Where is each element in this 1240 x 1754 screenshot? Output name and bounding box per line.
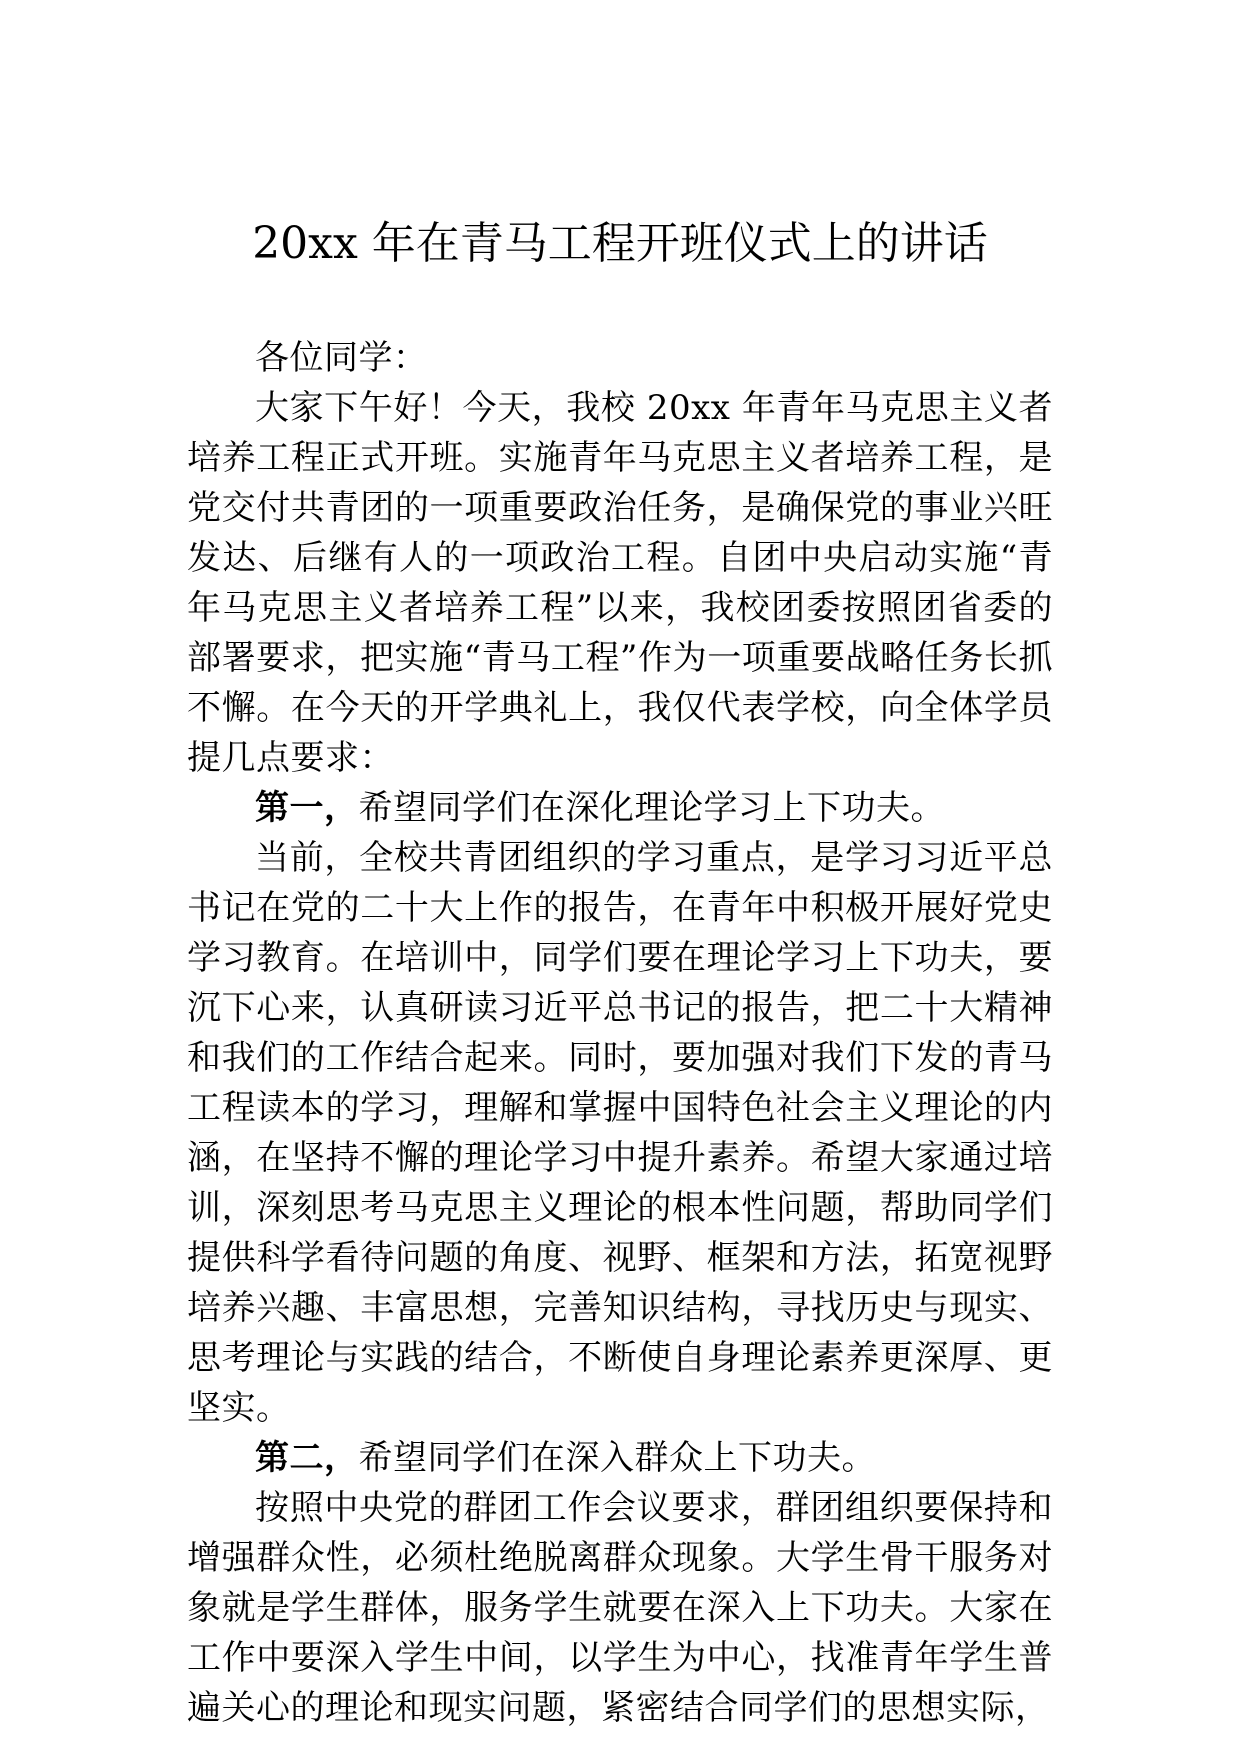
point-one-lead: 第一， <box>255 788 359 828</box>
document-title: 20xx 年在青马工程开班仪式上的讲话 <box>252 218 988 269</box>
paragraph-point-two-body: 按照中央党的群团工作会议要求，群团组织要保持和增强群众性，必须杜绝脱离群众现象。大学生骨干服务对象就是学生群体，服务学生就要在深入上下功夫。大家在工作中要深入学生中间，以学生为中心，找准青年学生普遍关心的理论和现实问题，紧密结合同学们的思想实际， <box>187 1488 1053 1728</box>
paragraph-point-two-heading <box>187 1433 1053 1483</box>
point-one-text: 希望同学们在深化理论学习上下功夫。 <box>358 788 945 828</box>
point-two-text: 希望同学们在深入群众上下功夫。 <box>358 1438 876 1478</box>
paragraph-intro: 大家下午好！今天，我校 20xx 年青年马克思主义者培养工程正式开班。实施青年马克思主义者培养工程，是党交付共青团的一项重要政治任务，是确保党的事业兴旺发达、后继有人的一项政治工程。自团中央启动实施“青年马克思主义者培养工程”以来，我校团委按照团省委的部署要求，把实施“青马工程”作为一项重要战略任务长抓不懈。在今天的开学典礼上，我仅代表学校，向全体学员提几点要求： <box>187 388 1053 778</box>
salutation: 各位同学： <box>255 338 428 378</box>
document-body <box>187 333 1053 1733</box>
paragraph-point-one-body: 当前，全校共青团组织的学习重点，是学习习近平总书记在党的二十大上作的报告，在青年中积极开展好党史学习教育。在培训中，同学们要在理论学习上下功夫，要沉下心来，认真研读习近平总书记的报告，把二十大精神和我们的工作结合起来。同时，要加强对我们下发的青马工程读本的学习，理解和掌握中国特色社会主义理论的内涵，在坚持不懈的理论学习中提升素养。希望大家通过培训，深刻思考马克思主义理论的根本性问题，帮助同学们提供科学看待问题的角度、视野、框架和方法，拓宽视野培养兴趣、丰富思想，完善知识结构，寻找历史与现实、思考理论与实践的结合，不断使自身理论素养更深厚、更坚实。 <box>187 838 1053 1428</box>
paragraph-point-one-heading <box>187 783 1053 833</box>
point-two-lead: 第二， <box>255 1438 359 1478</box>
